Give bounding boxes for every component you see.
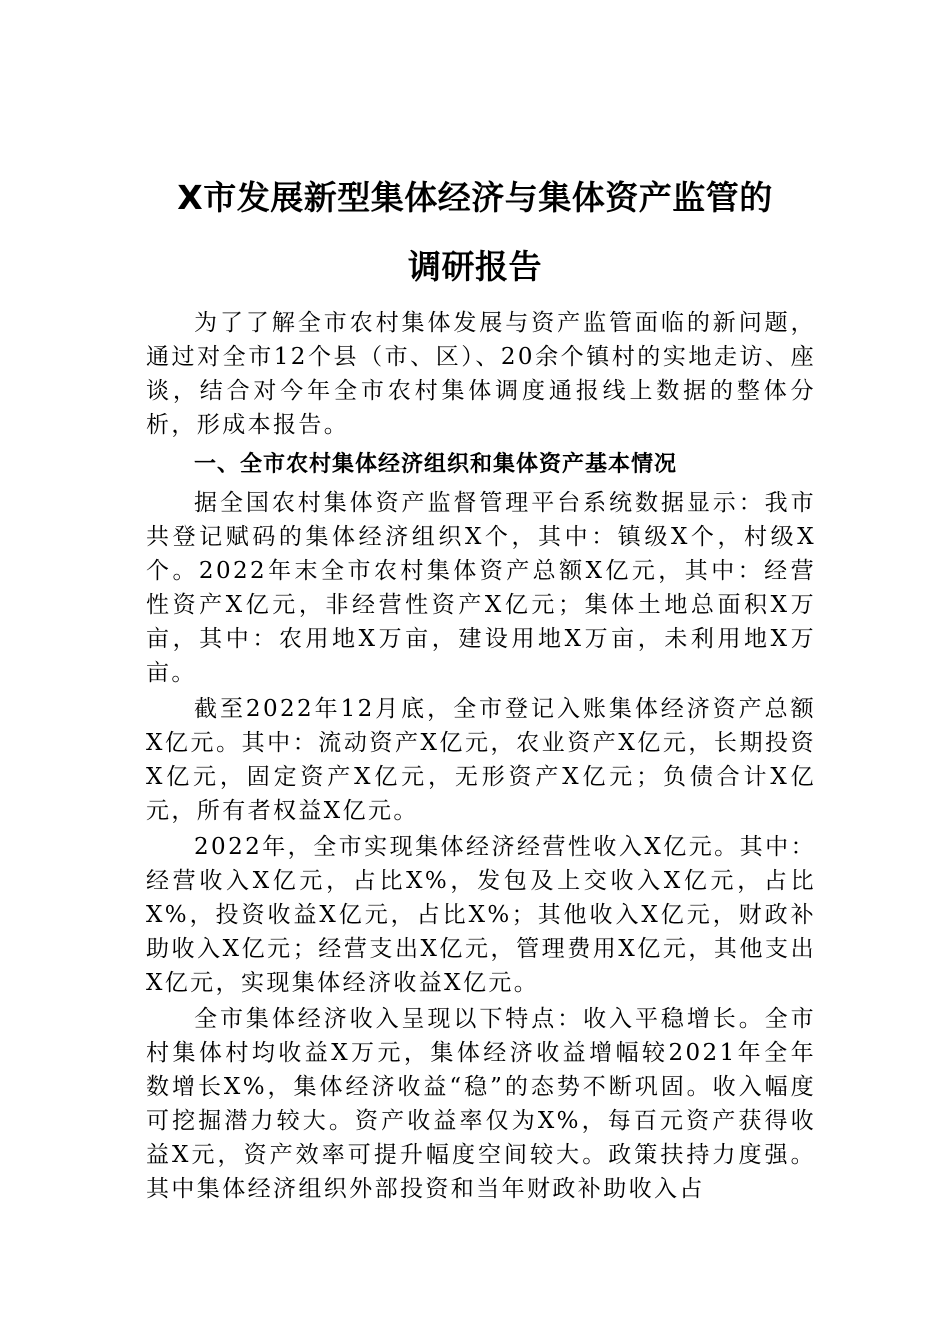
document-title-line-2: 调研报告	[408, 247, 542, 286]
document-body	[146, 306, 816, 1206]
document-title-line-1: X市发展新型集体经济与集体资产监管的	[177, 178, 773, 217]
intro-paragraph: 为了了解全市农村集体发展与资产监管面临的新问题，通过对全市12个县（市、区）、20余个镇村的实地走访、座谈，结合对今年全市农村集体调度通报线上数据的整体分析，形成本报告。	[146, 310, 816, 438]
section-heading-1: 一、全市农村集体经济组织和集体资产基本情况	[194, 452, 678, 477]
assets-paragraph: 截至2022年12月底，全市登记入账集体经济资产总额X亿元。其中：流动资产X亿元，农业资产X亿元，长期投资X亿元，固定资产X亿元，无形资产X亿元；负债合计X亿元，所有者权益X亿元。	[146, 696, 817, 824]
features-paragraph: 全市集体经济收入呈现以下特点：收入平稳增长。全市村集体村均收益X万元，集体经济收益增幅较2021年全年数增长X%，集体经济收益“稳”的态势不断巩固。收入幅度可挖掘潜力较大。资产收益率仅为X%，每百元资产获得收益X元，资产效率可提升幅度空间较大。政策扶持力度强。其中集体经济组织外部投资和当年财政补助收入占	[146, 1006, 816, 1202]
income-paragraph: 2022年，全市实现集体经济经营性收入X亿元。其中：经营收入X亿元，占比X%，发包及上交收入X亿元，占比X%，投资收益X亿元，占比X%；其他收入X亿元，财政补助收入X亿元；经营支出X亿元，管理费用X亿元，其他支出X亿元，实现集体经济收益X亿元。	[146, 834, 817, 996]
registration-paragraph: 据全国农村集体资产监督管理平台系统数据显示：我市共登记赋码的集体经济组织X个，其中：镇级X个，村级X个。2022年末全市农村集体资产总额X亿元，其中：经营性资产X亿元，非经营性资产X亿元；集体土地总面积X万亩，其中：农用地X万亩，建设用地X万亩，未利用地X万亩。	[146, 490, 816, 686]
